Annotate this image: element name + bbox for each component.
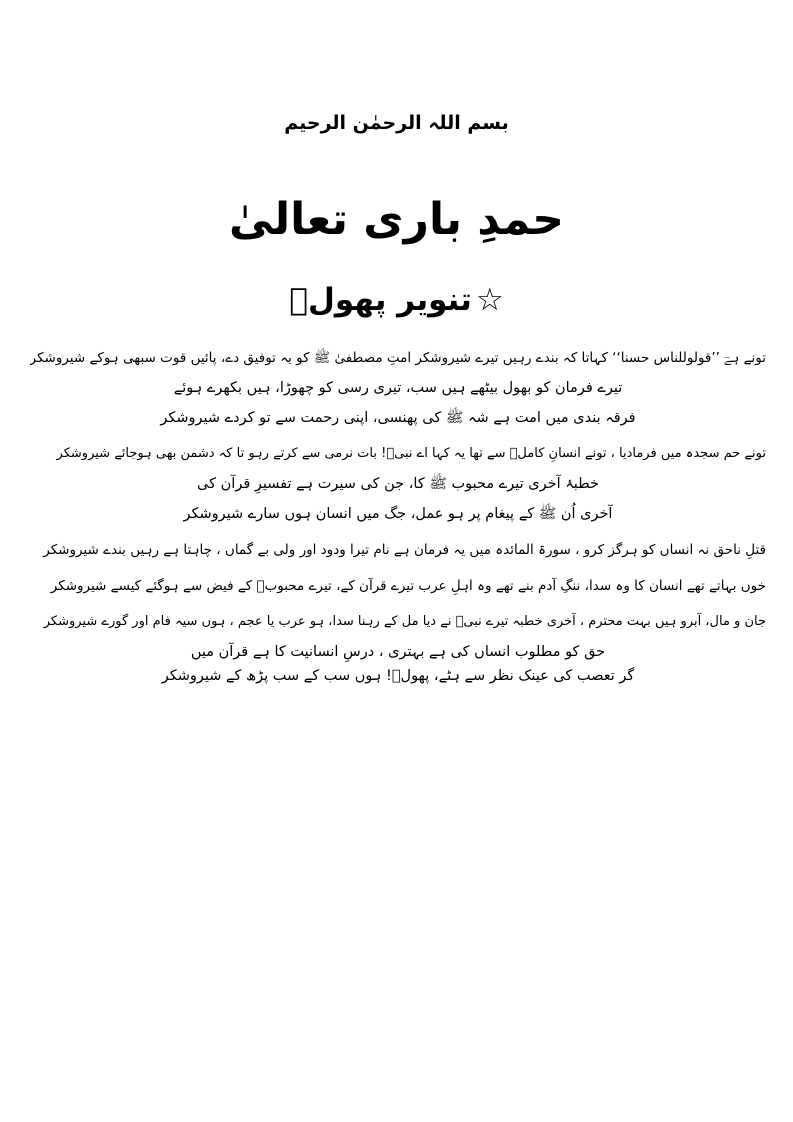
poem-line: حق کو مطلوب انساں کی ہے بہتری ، درسِ انسانیت کا ہے قرآن میں xyxy=(190,644,606,660)
bismillah-heading: بسم اللہ الرحمٰن الرحیم xyxy=(284,112,509,134)
poem-line: جان و مال، آبرو ہیں بہت محترم ، آخری خطبہ تیرے نبیؐ نے دیا مل کے رہنا سدا، ہو عرب یا عجم ، ہوں سیہ فام اور گورے شیروشکر xyxy=(43,614,766,629)
author-name: تنویر پھولؔ xyxy=(289,282,472,318)
poem-line: آخری اُن ﷺ کے پیغام پر ہو عمل، جگ میں انسان ہوں سارے شیروشکر xyxy=(183,506,613,522)
poem-line: خوں بہاتے تھے انسان کا وہ سدا، ننگِ آدم بنے تھے وہ اہلِ عرب تیرے قرآن کے، تیرے محبوبؐ کے فیض سے ہوگئے کیسے شیروشکر xyxy=(50,578,766,594)
poem-title: حمدِ باری تعالیٰ xyxy=(229,194,564,245)
star-icon: ☆ xyxy=(475,282,504,318)
poem-line: قتلِ ناحق نہ انساں کو ہرگز کرو ، سورۃ المائدہ میں یہ فرمان ہے نام تیرا ودود اور ولی بے گماں ، چاہتا ہے رہیں بندے شیروشکر xyxy=(43,542,766,558)
poem-body xyxy=(30,340,766,688)
poem-line: تونے ہےؔ ’’قولوللناس حسنا‘‘ کہاتا کہ بندے رہیں تیرے شیروشکر امتِ مصطفیٰ ﷺ کو یہ توفیق دے، پائیں قوت سبھی ہوکے شیروشکر xyxy=(30,350,766,366)
poem-line: تونے حم سجدہ میں فرمادیا ، تونے انسانِ کاملؐ سے تھا یہ کہا اے نبیؐ! بات نرمی سے کرتے رہو تا کہ دشمن بھی ہوجائے شیروشکر xyxy=(56,446,766,461)
poem-line: فرقہ بندی میں امت ہے شہ ﷺ کی پھنسی، اپنی رحمت سے تو کردے شیروشکر xyxy=(160,410,636,426)
poem-line: خطبۂ آخری تیرے محبوب ﷺ کا، جن کی سیرت ہے تفسیرِ قرآن کی xyxy=(197,476,599,492)
poem-line: گر تعصب کی عینک نظر سے ہٹے، پھولؔ! ہوں سب کے سب پڑھ کے شیروشکر xyxy=(161,668,635,684)
author-line xyxy=(0,278,793,322)
poem-line: تیرے فرمان کو بھول بیٹھے ہیں سب، تیری رسی کو چھوڑا، ہیں بکھرے ہوئے xyxy=(173,380,623,396)
